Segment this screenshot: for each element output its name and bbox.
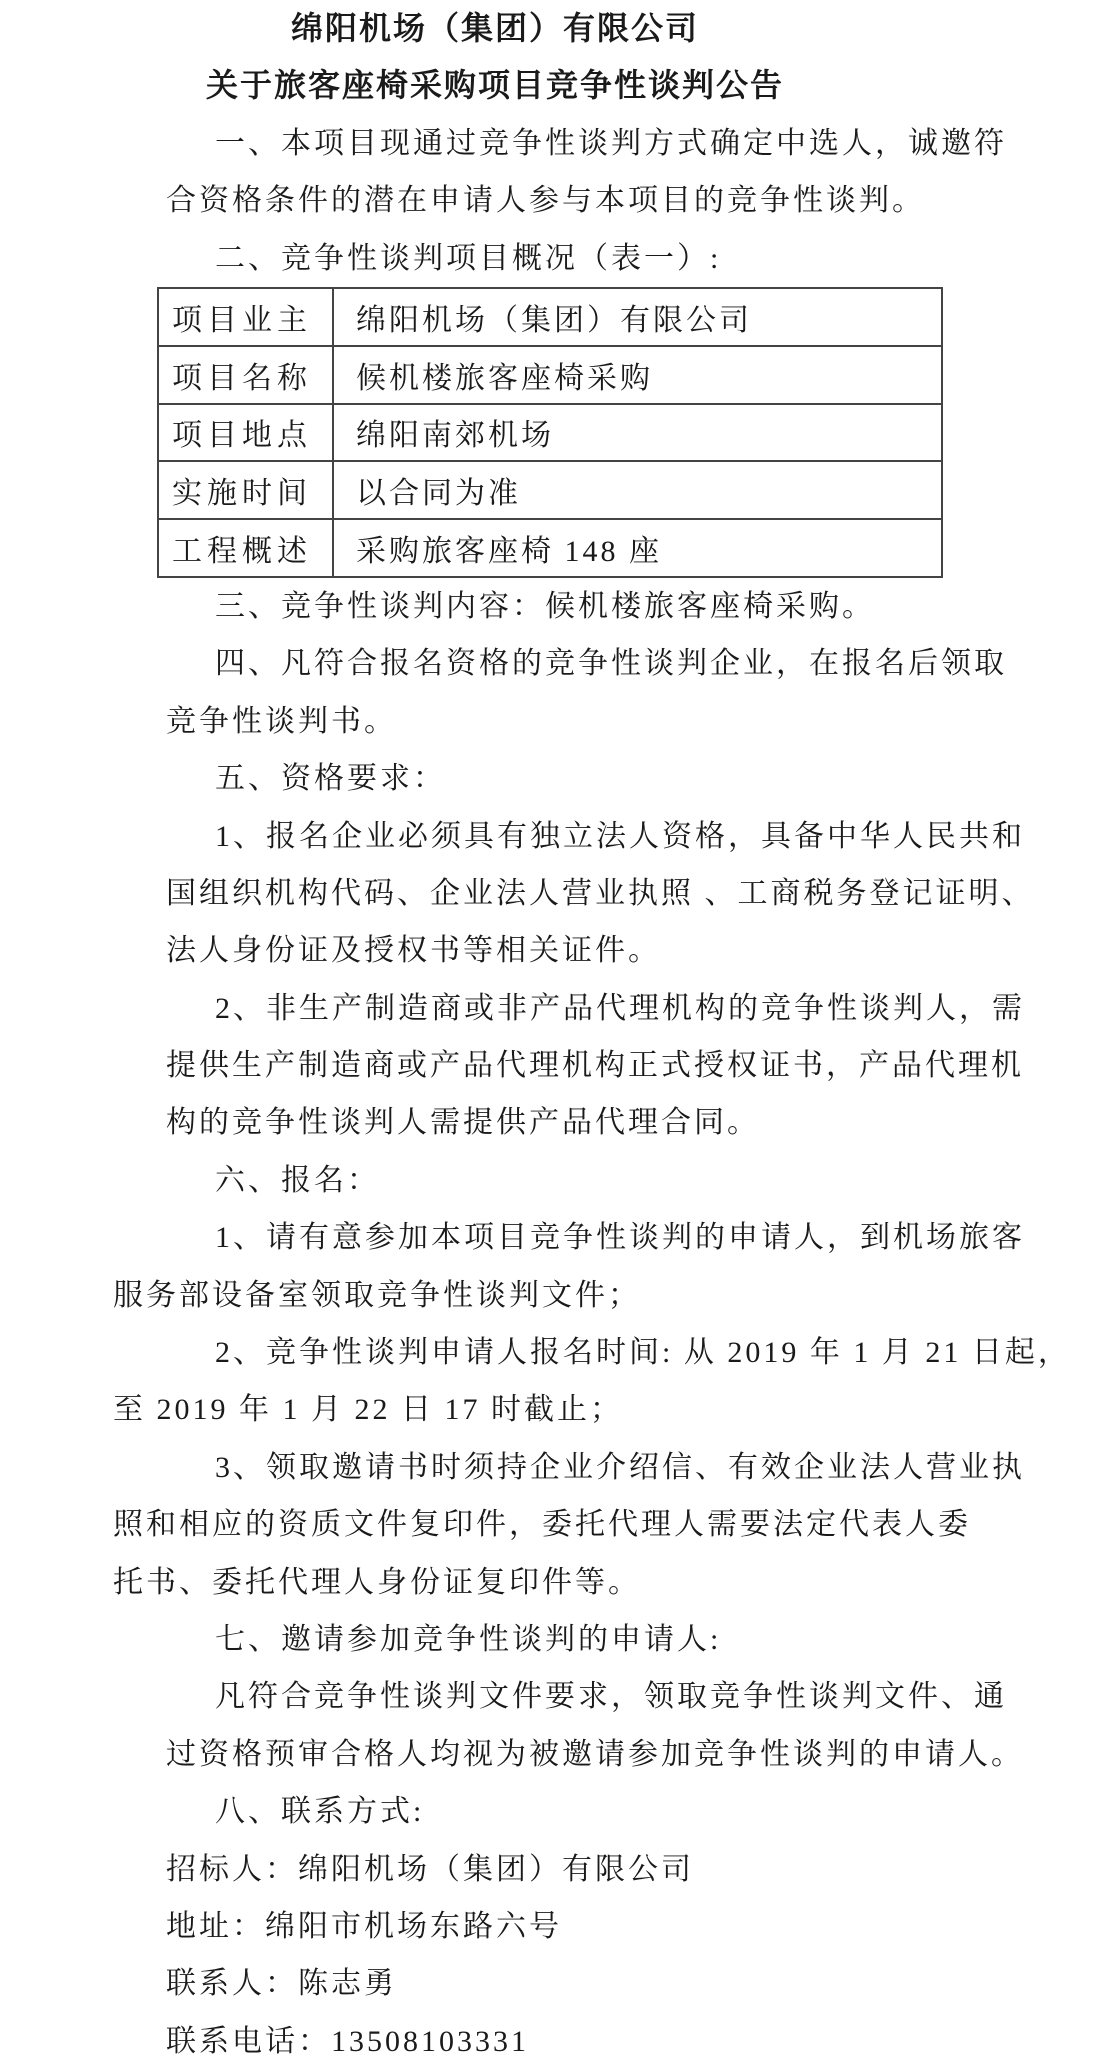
row-value-cell: 候机楼旅客座椅采购 (333, 346, 942, 404)
row-label-cell: 项目业主 (158, 288, 333, 346)
row-value-cell: 采购旅客座椅 148 座 (333, 519, 942, 577)
project-overview-rows (158, 288, 942, 577)
document-line: 提供生产制造商或产品代理机构正式授权证书，产品代理机 (166, 1049, 1024, 1083)
table-row (158, 404, 942, 462)
document-line: 2、非生产制造商或非产品代理机构的竞争性谈判人，需 (215, 991, 1025, 1025)
document-line: 托书、委托代理人身份证复印件等。 (113, 1565, 641, 1599)
document-line: 四、凡符合报名资格的竞争性谈判企业，在报名后领取 (215, 647, 1007, 681)
project-overview-table (157, 287, 943, 578)
table-row (158, 288, 942, 346)
table-row (158, 519, 942, 577)
document-line: 七、邀请参加竞争性谈判的申请人: (215, 1622, 722, 1656)
body-lines-before-table (0, 115, 1100, 287)
document-line: 合资格条件的潜在申请人参与本项目的竞争性谈判。 (166, 184, 925, 218)
document-line: 1、请有意参加本项目竞争性谈判的申请人，到机场旅客 (215, 1221, 1025, 1255)
document-line: 服务部设备室领取竞争性谈判文件； (113, 1278, 641, 1312)
row-value-cell: 以合同为准 (333, 461, 942, 519)
document-line: 地址：绵阳市机场东路六号 (166, 1909, 562, 1943)
row-label-cell: 项目名称 (158, 346, 333, 404)
body-lines-after-table (0, 578, 1100, 2070)
row-value-cell: 绵阳南郊机场 (333, 404, 942, 462)
document-line: 竞争性谈判书。 (166, 704, 397, 738)
table-row (158, 346, 942, 404)
row-label-cell: 实施时间 (158, 461, 333, 519)
document-line: 招标人：绵阳机场（集团）有限公司 (166, 1852, 694, 1886)
row-value-cell: 绵阳机场（集团）有限公司 (333, 288, 942, 346)
document-line: 照和相应的资质文件复印件，委托代理人需要法定代表人委 (113, 1508, 971, 1542)
document-subtitle: 关于旅客座椅采购项目竞争性谈判公告 (205, 67, 784, 104)
document-line: 六、报名： (215, 1163, 380, 1197)
document-line: 联系电话：13508103331 (166, 2024, 529, 2058)
document-line: 五、资格要求： (215, 762, 446, 796)
document-line: 国组织机构代码、企业法人营业执照 、工商税务登记证明、 (166, 876, 1035, 910)
document-line: 构的竞争性谈判人需提供产品代理合同。 (166, 1106, 760, 1140)
table-row (158, 461, 942, 519)
document-title: 绵阳机场（集团）有限公司 (290, 10, 699, 46)
document-line: 至 2019 年 1 月 22 日 17 时截止； (113, 1393, 623, 1427)
document-line: 联系人：陈志勇 (166, 1967, 397, 2001)
document-line: 凡符合竞争性谈判文件要求，领取竞争性谈判文件、通 (215, 1680, 1007, 1714)
row-label-cell: 工程概述 (158, 519, 333, 577)
document-line: 1、报名企业必须具有独立法人资格，具备中华人民共和 (215, 819, 1025, 853)
document-line: 2、竞争性谈判申请人报名时间: 从 2019 年 1 月 21 日起， (215, 1336, 1071, 1370)
document-line: 八、联系方式: (215, 1795, 425, 1829)
row-label-cell: 项目地点 (158, 404, 333, 462)
document-line: 法人身份证及授权书等相关证件。 (166, 934, 661, 968)
document-line: 一、本项目现通过竞争性谈判方式确定中选人，诚邀符 (215, 126, 1007, 160)
document-line: 三、竞争性谈判内容：候机楼旅客座椅采购。 (215, 589, 875, 623)
document-line: 过资格预审合格人均视为被邀请参加竞争性谈判的申请人。 (166, 1737, 1024, 1771)
document-line: 二、竞争性谈判项目概况（表一）: (215, 241, 722, 275)
document-line: 3、领取邀请书时须持企业介绍信、有效企业法人营业执 (215, 1450, 1025, 1484)
